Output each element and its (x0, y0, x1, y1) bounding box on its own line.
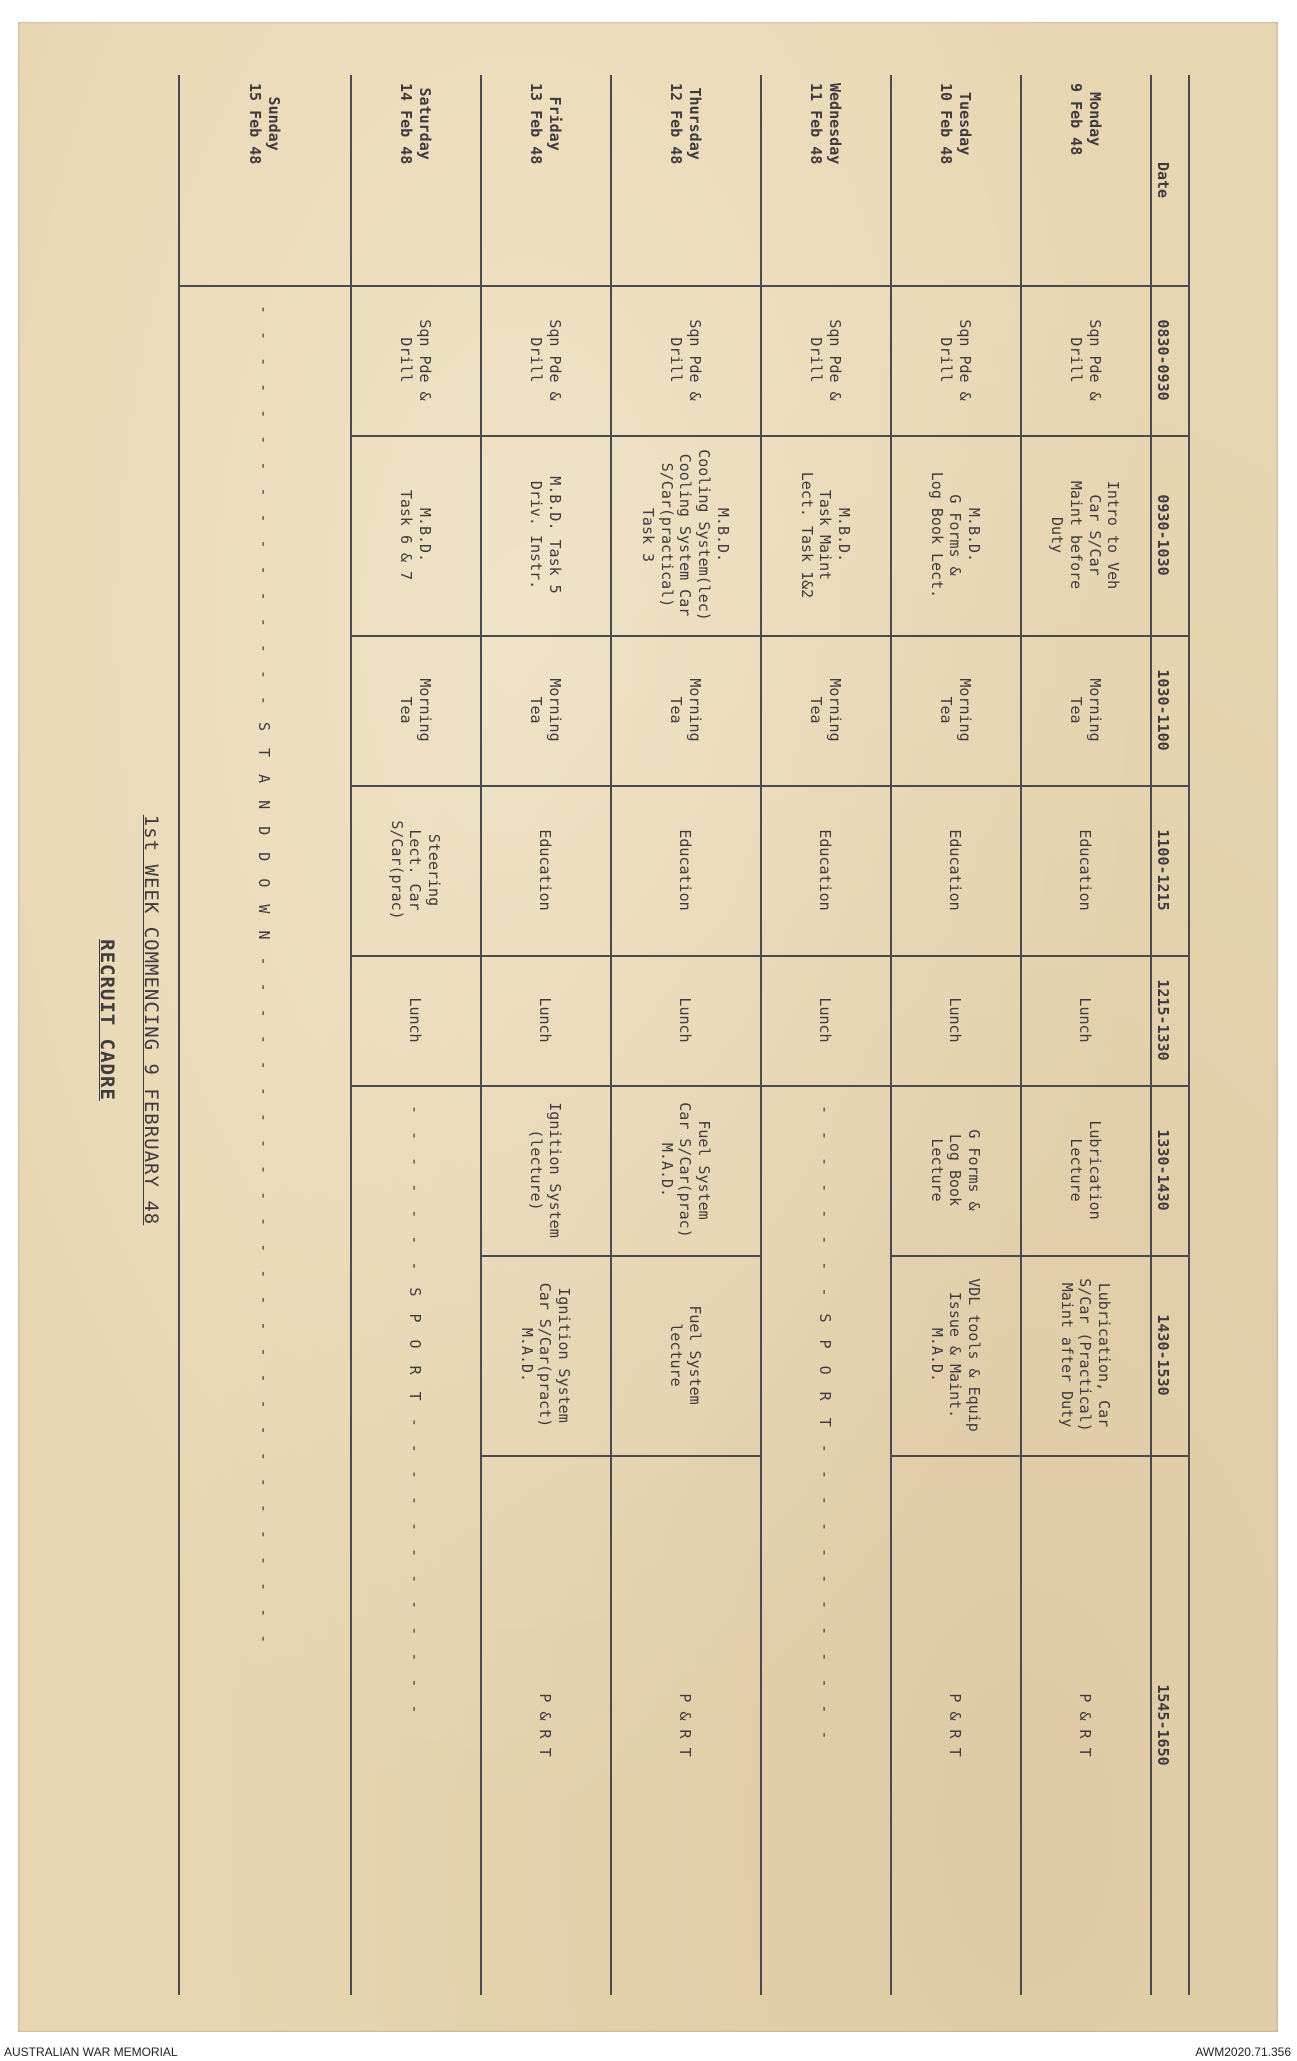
schedule-cell: Education (536, 829, 555, 911)
schedule-cell: Sqn Pde & Drill (527, 319, 564, 401)
schedule-cell: M.B.D. Task Maint Lect. Task 1&2 (797, 471, 854, 599)
schedule-cell: Fuel System lecture (667, 1305, 704, 1405)
column-divider (350, 1085, 480, 1087)
schedule-cell: Sqn Pde & Drill (807, 319, 844, 401)
schedule-cell: M.B.D. Cooling System(lec) Cooling System Car S/Car(practical) Task 3 (638, 449, 732, 621)
schedule-cell: Lubrication Lecture (1067, 1120, 1104, 1220)
column-divider (1150, 285, 1188, 287)
footer-credit: AUSTRALIAN WAR MEMORIAL (4, 2045, 178, 2059)
schedule-cell: Steering Lect. Car S/Car(prac) (387, 820, 444, 920)
schedule-cell: M.B.D. G Forms & Log Book Lect. (927, 471, 984, 599)
schedule-cell: P & R T (676, 1693, 695, 1757)
stand-down-banner: - - - - - - - - - - - - - - - - S T A N D D O W N - - - - - - - - - - - - - - - - - - - - - - - - - - - (255, 305, 273, 1648)
schedule-table (180, 75, 1190, 1995)
schedule-cell: Morning Tea (937, 678, 974, 742)
schedule-cell: Fuel System Car S/Car(prac) M.A.D. (657, 1102, 714, 1238)
column-header: 1215-1330 (1153, 979, 1172, 1061)
table-row (760, 75, 892, 1995)
schedule-cell: Morning Tea (807, 678, 844, 742)
document-subtitle: 1st WEEK COMMENCING 9 FEBRUARY 48 (140, 814, 162, 1226)
schedule-cell: Morning Tea (667, 678, 704, 742)
schedule-cell: Education (676, 829, 695, 911)
schedule-cell: Education (816, 829, 835, 911)
date-cell: Friday 13 Feb 48 (527, 83, 564, 165)
schedule-cell: Education (946, 829, 965, 911)
column-header: Date (1153, 161, 1172, 199)
column-divider (1150, 1255, 1188, 1257)
schedule-cell: VDL tools & Equip Issue & Maint. M.A.D. (927, 1278, 984, 1432)
date-cell: Tuesday 10 Feb 48 (937, 83, 974, 165)
schedule-cell: Lunch (816, 997, 835, 1043)
column-divider (1150, 1455, 1188, 1457)
sport-banner: - - - - - - - S P O R T - - - - - - - - - - - - (406, 1105, 424, 1718)
column-divider (1150, 635, 1188, 637)
schedule-cell: Morning Tea (527, 678, 564, 742)
schedule-cell: Lunch (946, 997, 965, 1043)
column-header: 1330-1430 (1153, 1129, 1172, 1211)
table-row (890, 75, 1022, 1995)
column-header: 1430-1530 (1153, 1314, 1172, 1396)
column-divider (178, 285, 350, 287)
schedule-cell: Ignition System (lecture) (527, 1102, 564, 1238)
table-row (178, 75, 352, 1995)
table-row (1020, 75, 1152, 1995)
schedule-cell: Sqn Pde & Drill (397, 319, 434, 401)
date-cell: Monday 9 Feb 48 (1067, 83, 1104, 156)
schedule-cell: M.B.D. Task 5 Driv. Instr. (527, 476, 564, 594)
schedule-cell: Lunch (1076, 997, 1095, 1043)
schedule-cell: Lubrication, Car S/Car (Practical) Maint after Duty (1057, 1278, 1114, 1432)
column-header: 0830-0930 (1153, 319, 1172, 401)
schedule-cell: Sqn Pde & Drill (1067, 319, 1104, 401)
column-divider (1150, 1085, 1188, 1087)
schedule-cell: Lunch (406, 997, 425, 1043)
column-header: 0930-1030 (1153, 494, 1172, 576)
column-divider (1150, 785, 1188, 787)
table-header-row (1150, 75, 1190, 1995)
date-cell: Sunday 15 Feb 48 (246, 83, 283, 165)
schedule-cell: P & R T (1076, 1693, 1095, 1757)
schedule-cell: G Forms & Log Book Lecture (927, 1129, 984, 1211)
schedule-cell: Lunch (536, 997, 555, 1043)
column-divider (760, 1085, 890, 1087)
table-row (480, 75, 612, 1995)
table-bottom-border (178, 75, 180, 1995)
column-divider (1150, 955, 1188, 957)
column-header: 1100-1215 (1153, 829, 1172, 911)
footer-reference: AWM2020.71.356 (1195, 2045, 1291, 2059)
column-header: 1030-1100 (1153, 669, 1172, 751)
schedule-cell: Education (1076, 829, 1095, 911)
date-cell: Saturday 14 Feb 48 (397, 83, 434, 165)
document-title: RECRUIT CADRE (96, 939, 118, 1101)
schedule-cell: Sqn Pde & Drill (667, 319, 704, 401)
date-cell: Wednesday 11 Feb 48 (807, 83, 844, 165)
schedule-cell: Sqn Pde & Drill (937, 319, 974, 401)
schedule-cell: Morning Tea (397, 678, 434, 742)
schedule-cell: Lunch (676, 997, 695, 1043)
schedule-cell: Morning Tea (1067, 678, 1104, 742)
column-header: 1545-1650 (1153, 1684, 1172, 1766)
table-row (610, 75, 762, 1995)
schedule-cell: M.B.D. Task 6 & 7 (397, 489, 434, 581)
schedule-cell: P & R T (946, 1693, 965, 1757)
sport-banner: - - - - - - - - S P O R T - - - - - - - - - - - - (816, 1105, 834, 1744)
date-cell: Thursday 12 Feb 48 (667, 83, 704, 165)
column-divider (1150, 435, 1188, 437)
rotated-document (0, 20, 1290, 2020)
table-row (350, 75, 482, 1995)
schedule-cell: Ignition System Car S/Car(pract) M.A.D. (517, 1282, 574, 1428)
schedule-cell: Intro to Veh Car S/Car Maint before Duty (1048, 480, 1123, 590)
schedule-cell: P & R T (536, 1693, 555, 1757)
